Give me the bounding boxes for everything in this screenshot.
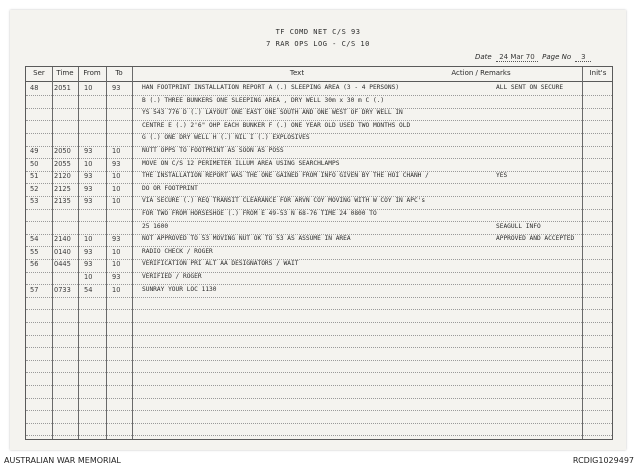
net-heading: TF COMD NET C/S 93	[275, 28, 361, 36]
row-text: CENTRE E (.) 2'6" OHP EACH BUNKER F (.) ONE YEAR OLD USED TWO MONTHS OLD	[142, 121, 411, 129]
row-from: 93	[84, 197, 93, 206]
row-text: 25 1600	[142, 222, 169, 230]
ruled-line	[26, 209, 612, 210]
row-from: 93	[84, 260, 93, 269]
row-time: 2055	[54, 159, 71, 168]
row-from: 10	[84, 273, 93, 281]
ruled-line	[26, 120, 612, 121]
row-ser: 54	[30, 235, 39, 244]
ruled-line	[26, 108, 612, 109]
row-text: G (.) ONE DRY WELL H (.) NIL I (.) EXPLOSIVES	[142, 134, 310, 142]
table-row	[26, 108, 614, 121]
ruled-line	[26, 435, 612, 436]
table-row	[26, 171, 614, 184]
row-ser: 55	[30, 247, 39, 256]
row-from: 93	[84, 184, 93, 193]
row-from: 10	[84, 235, 93, 244]
row-ser: 50	[30, 159, 39, 168]
ruled-line	[26, 297, 612, 298]
row-action: APPROVED AND ACCEPTED	[496, 235, 575, 243]
row-time: 2050	[54, 147, 71, 155]
row-text: VERIFICATION PRI ALT AA DESIGNATORS / WAIT	[142, 260, 299, 268]
row-text: RADIO CHECK / ROGER	[142, 247, 213, 255]
table-row	[26, 196, 614, 209]
row-text: B (.) THREE BUNKERS ONE SLEEPING AREA , DRY WELL 30m x 30 m C (.)	[142, 96, 385, 104]
date-page-line	[475, 53, 591, 62]
table-row	[26, 247, 614, 260]
row-text: FOR TWO FROM HORSESHOE (.) FROM E 49-53 N 68-76 TIME 24 0800 TO	[142, 210, 377, 217]
row-time: 0445	[54, 260, 71, 269]
row-ser: 56	[30, 260, 39, 269]
ruled-line	[26, 322, 612, 323]
table-row	[26, 272, 614, 285]
ruled-line	[26, 133, 612, 134]
row-ser: 51	[30, 172, 39, 181]
row-to: 93	[112, 159, 121, 168]
row-text: SUNRAY YOUR LOC 1130	[142, 285, 217, 293]
row-text: HAN FOOTPRINT INSTALLATION REPORT A (.) SLEEPING AREA (3 - 4 PERSONS)	[142, 84, 400, 91]
ruled-line	[26, 284, 612, 285]
ruled-line	[26, 347, 612, 348]
row-text: NUTT OPPS TO FOOTPRINT AS SOON AS POSS	[142, 147, 284, 154]
footer-record-id: RCDIG1029497	[572, 456, 634, 465]
table-row	[26, 133, 614, 146]
row-action: ALL SENT ON SECURE	[496, 84, 564, 91]
row-to: 10	[112, 260, 121, 269]
ruled-line	[26, 171, 612, 172]
table-row	[26, 83, 614, 96]
table-row	[26, 209, 614, 222]
row-to: 93	[112, 84, 121, 92]
table-row	[26, 259, 614, 272]
date-value: 24 Mar 70	[496, 53, 538, 62]
row-text: THE INSTALLATION REPORT WAS THE ONE GAINED FROM INFO GIVEN BY THE HOI CHANH /	[142, 172, 429, 180]
row-from: 10	[84, 84, 93, 92]
row-from: 93	[84, 172, 93, 181]
row-to: 10	[112, 197, 121, 206]
ruled-line	[26, 246, 612, 247]
ruled-line	[26, 309, 612, 310]
ruled-line	[26, 183, 612, 184]
row-text: YS 543 776 D (.) LAYOUT ONE EAST ONE SOUTH AND ONE WEST OF DRY WELL IN	[142, 109, 403, 117]
row-action: YES	[496, 172, 508, 180]
row-to: 10	[112, 184, 121, 193]
page-label: Page No	[542, 53, 572, 61]
ruled-line	[26, 221, 612, 222]
row-ser: 48	[30, 84, 39, 92]
row-time: 2051	[54, 84, 71, 92]
col-action: Action / Remarks	[451, 69, 511, 77]
log-heading: 7 RAR OPS LOG - C/S 10	[266, 40, 370, 48]
log-sheet	[10, 10, 626, 450]
row-action: SEAGULL INFO	[496, 222, 541, 230]
row-ser: 57	[30, 285, 39, 294]
col-to: To	[115, 69, 123, 77]
row-text: VERIFIED / ROGER	[142, 273, 202, 280]
row-to: 10	[112, 247, 121, 256]
col-text: Text	[289, 69, 305, 77]
ruled-line	[26, 398, 612, 399]
row-time: 2140	[54, 235, 71, 244]
ruled-line	[26, 196, 612, 197]
row-to: 10	[112, 285, 121, 294]
row-ser: 53	[30, 197, 39, 206]
row-to: 10	[112, 172, 121, 181]
ruled-line	[26, 335, 612, 336]
ruled-line	[26, 272, 612, 273]
table-row	[26, 285, 614, 298]
row-from: 54	[84, 285, 93, 294]
col-from: From	[83, 69, 101, 77]
row-to: 93	[112, 235, 121, 244]
ruled-line	[26, 385, 612, 386]
table-row	[26, 184, 614, 197]
ruled-line	[26, 410, 612, 411]
footer-archive: AUSTRALIAN WAR MEMORIAL	[4, 456, 121, 465]
table-row	[26, 146, 614, 159]
page-value: 3	[575, 53, 591, 62]
row-ser: 52	[30, 184, 39, 193]
row-time: 2120	[54, 172, 71, 181]
col-inits: Init's	[589, 69, 607, 77]
row-text: VIA SECURE (.) REQ TRANSIT CLEARANCE FOR ARVN COY MOVING WITH W COY IN APC's	[142, 197, 426, 205]
row-from: 93	[84, 147, 93, 155]
row-time: 2125	[54, 184, 71, 193]
ruled-line	[26, 259, 612, 260]
log-table	[25, 66, 613, 440]
row-from: 93	[84, 247, 93, 256]
table-row	[26, 234, 614, 247]
row-text: MOVE ON C/S 12 PERIMETER ILLUM AREA USING SEARCHLAMPS	[142, 159, 340, 167]
row-from: 10	[84, 159, 93, 168]
row-to: 10	[112, 147, 121, 155]
ruled-line	[26, 95, 612, 96]
row-text: DO OR FOOTPRINT	[142, 184, 198, 192]
col-ser: Ser	[33, 69, 45, 77]
row-time: 0140	[54, 247, 71, 256]
row-to: 93	[112, 273, 121, 281]
table-row	[26, 159, 614, 172]
ruled-line	[26, 372, 612, 373]
row-ser: 49	[30, 147, 39, 155]
row-text: NOT APPROVED TO 53 MOVING NUT OK TO 53 AS ASSUME IN AREA	[142, 235, 351, 243]
col-time: Time	[56, 69, 74, 77]
date-label: Date	[475, 53, 492, 61]
ruled-line	[26, 234, 612, 235]
ruled-line	[26, 158, 612, 159]
ruled-line	[26, 360, 612, 361]
ruled-line	[26, 146, 612, 147]
table-row	[26, 121, 614, 134]
row-time: 0733	[54, 285, 71, 294]
column-header-row	[26, 67, 612, 82]
row-time: 2135	[54, 197, 71, 206]
ruled-line	[26, 423, 612, 424]
table-row	[26, 222, 614, 235]
table-row	[26, 96, 614, 109]
